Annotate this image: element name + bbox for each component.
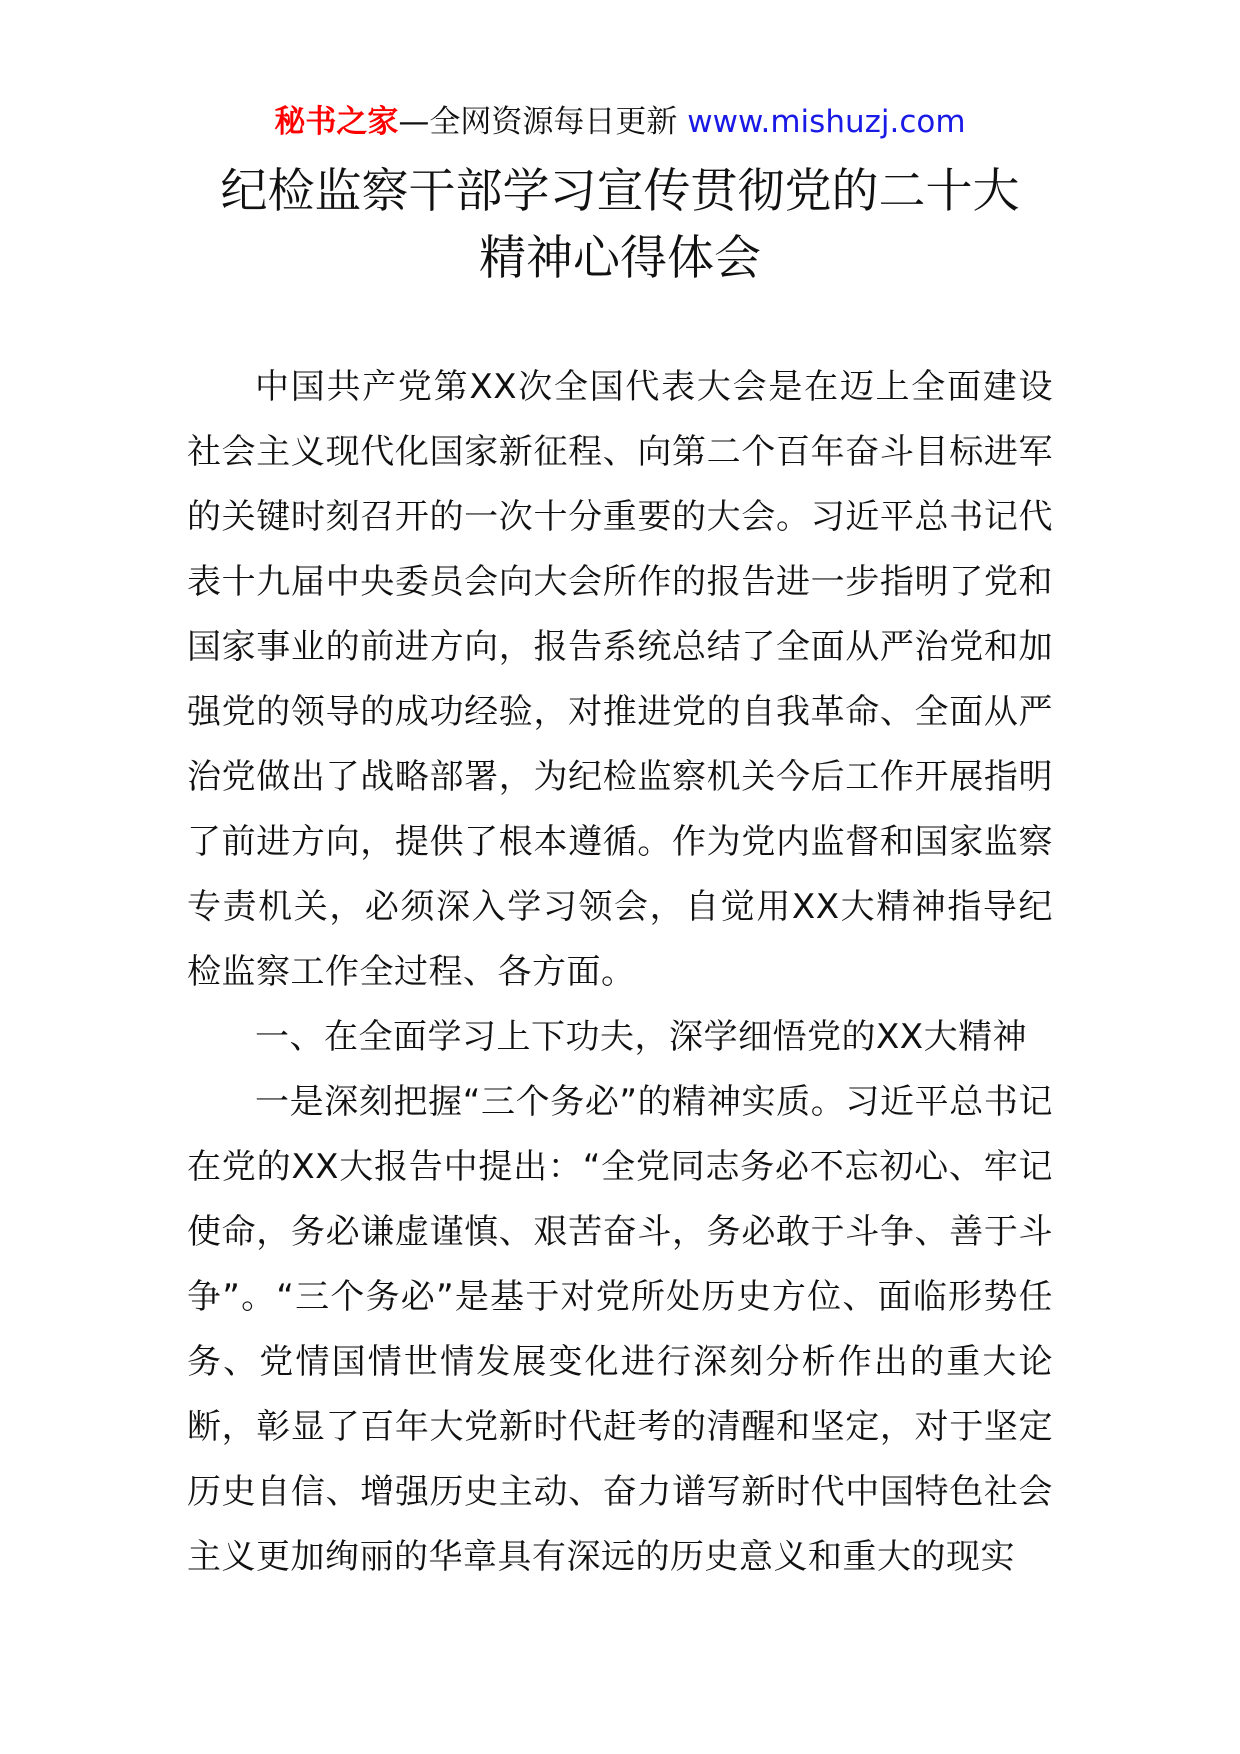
section-heading-1: 一、在全面学习上下功夫，深学细悟党的XX大精神 — [255, 1017, 1028, 1057]
site-link[interactable]: www.mishuzj.com — [687, 104, 966, 140]
body-paragraph-intro: 中国共产党第XX次全国代表大会是在迈上全面建设社会主义现代化国家新征程、向第二个百年奋斗目标进军的关键时刻召开的一次十分重要的大会。习近平总书记代表十九届中央委员会向大会所作的报告进一步指明了党和国家事业的前进方向，报告系统总结了全面从严治党和加强党的领导的成功经验，对推进党的自我革命、全面从严治党做出了战略部署，为纪检监察机关今后工作开展指明了前进方向，提供了根本遵循。作为党内监督和国家监察专责机关，必须深入学习领会，自觉用XX大精神指导纪检监察工作全过程、各方面。 — [187, 367, 1053, 992]
title-line-1: 纪检监察干部学习宣传贯彻党的二十大 — [220, 164, 1020, 219]
watermark-header — [0, 100, 1240, 144]
document-body — [187, 355, 1053, 1590]
header-tagline: —全网资源每日更新 — [398, 104, 678, 140]
body-paragraph-point-1: 一是深刻把握“三个务必”的精神实质。习近平总书记在党的XX大报告中提出：“全党同志务必不忘初心、牢记使命，务必谦虚谨慎、艰苦奋斗，务必敢于斗争、善于斗争”。“三个务必”是基于对党所处历史方位、面临形势任务、党情国情世情发展变化进行深刻分析作出的重大论断，彰显了百年大党新时代赶考的清醒和坚定，对于坚定历史自信、增强历史主动、奋力谱写新时代中国特色社会主义更加绚丽的华章具有深远的历史意义和重大的现实 — [187, 1082, 1053, 1577]
title-line-2: 精神心得体会 — [479, 231, 761, 286]
brand-name: 秘书之家 — [274, 104, 399, 140]
document-title — [0, 158, 1240, 292]
